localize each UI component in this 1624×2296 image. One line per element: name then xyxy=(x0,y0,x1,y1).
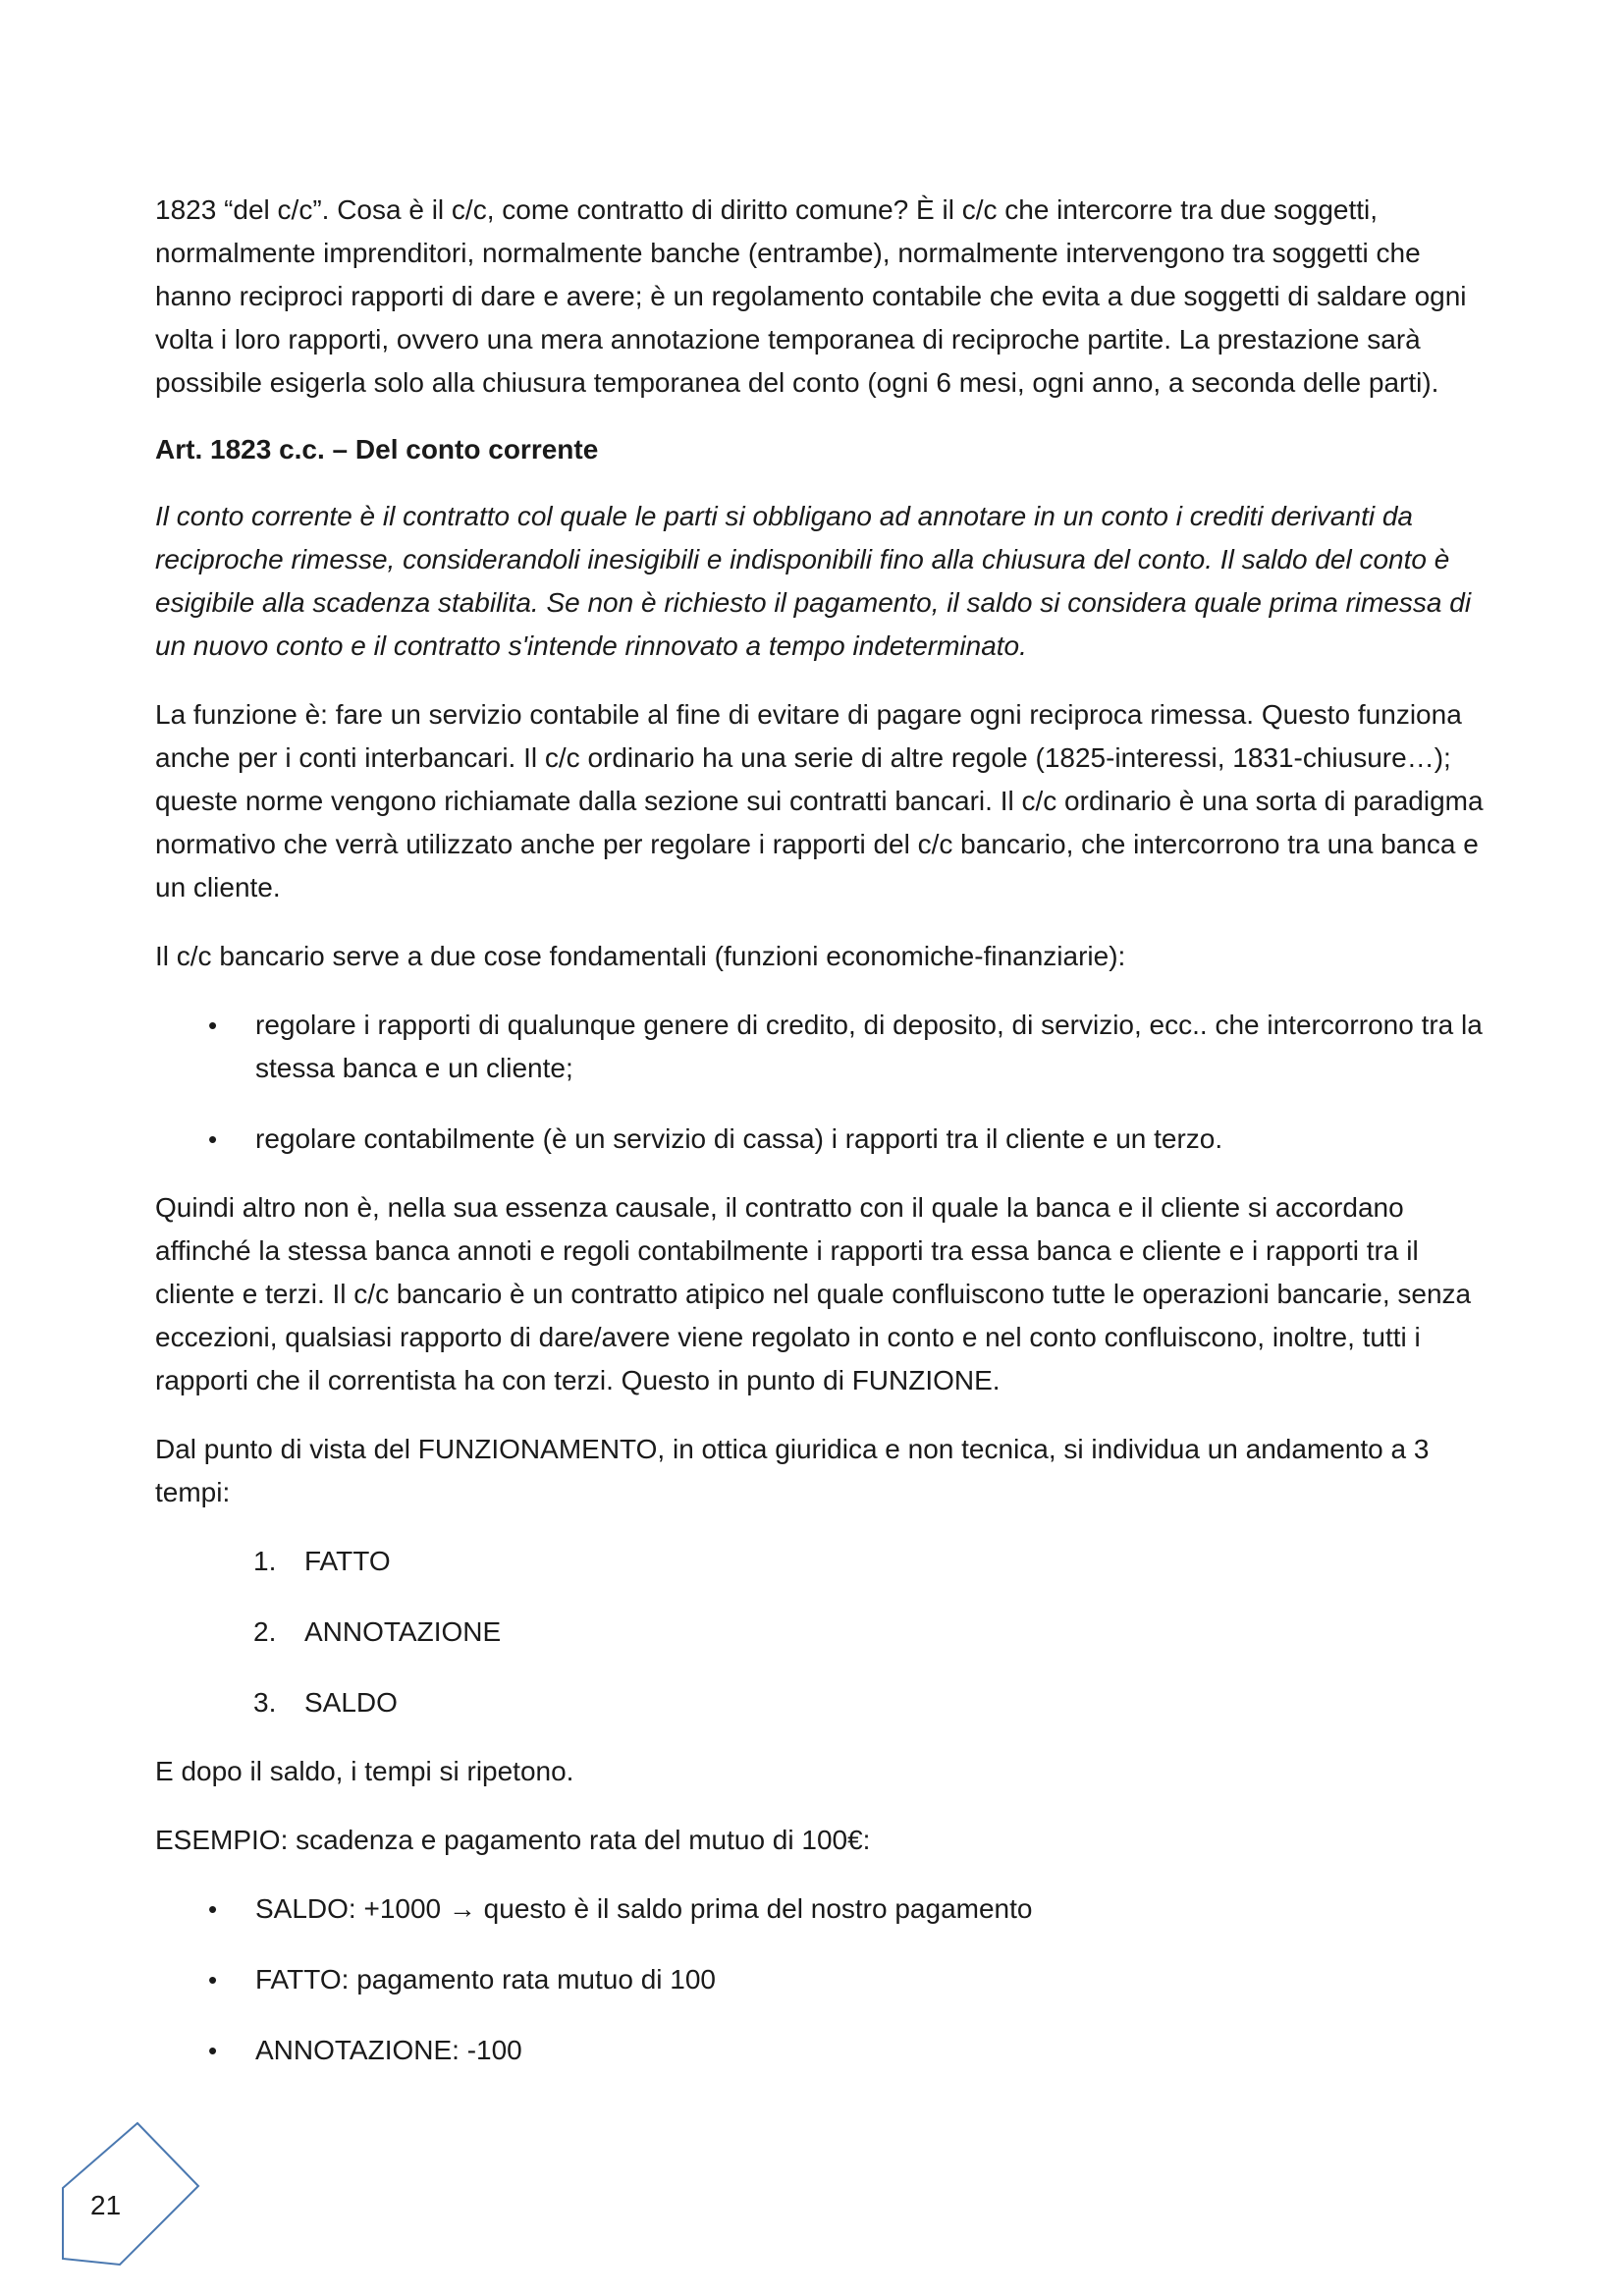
list-item-text: SALDO xyxy=(304,1687,398,1718)
bancario-list xyxy=(155,1004,1490,1161)
document-body xyxy=(155,189,1490,2072)
list-item xyxy=(155,1887,1490,1931)
list-item-text: SALDO: +1000 → questo è il saldo prima del nostro pagamento xyxy=(255,1893,1033,1924)
pentagon-icon xyxy=(61,2121,202,2269)
esempio-paragraph: ESEMPIO: scadenza e pagamento rata del mutuo di 100€: xyxy=(155,1825,871,1855)
tempi-list xyxy=(155,1540,1490,1724)
page-number-badge xyxy=(61,2121,202,2269)
article-text: Il conto corrente è il contratto col quale le parti si obbligano ad annotare in un conto i crediti derivanti da reciproche rimesse, considerandoli inesigibili e indisponibili fino alla chiusura del conto. Il saldo del conto è esigibile alla scadenza stabilita. Se non è richiesto il pagamento, il saldo si considera quale prima rimessa di un nuovo conto e il contratto s'intende rinnovato a tempo indeterminato. xyxy=(155,501,1472,661)
list-item-text: FATTO: pagamento rata mutuo di 100 xyxy=(255,1964,716,1995)
list-item xyxy=(155,2029,1490,2072)
list-item-text: ANNOTAZIONE xyxy=(304,1616,502,1647)
bancario-intro: Il c/c bancario serve a due cose fondamentali (funzioni economiche-finanziarie): xyxy=(155,941,1126,971)
intro-paragraph: 1823 “del c/c”. Cosa è il c/c, come contratto di diritto comune? È il c/c che intercorre tra due soggetti, normalmente imprenditori, normalmente banche (entrambe), normalmente intervengono tra soggetti che hanno reciproci rapporti di dare e avere; è un regolamento contabile che evita a due soggetti di saldare ogni volta i loro rapporti, ovvero una mera annotazione temporanea di reciproche partite. La prestazione sarà possibile esigerla solo alla chiusura temporanea del conto (ogni 6 mesi, ogni anno, a seconda delle parti). xyxy=(155,194,1467,398)
list-item-text: regolare i rapporti di qualunque genere di credito, di deposito, di servizio, ecc.. che intercorrono tra la stessa banca e un cliente; xyxy=(255,1010,1483,1083)
quindi-paragraph: Quindi altro non è, nella sua essenza causale, il contratto con il quale la banca e il cliente si accordano affinché la stessa banca annoti e regoli contabilmente i rapporti tra essa banca e cliente e i rapporti tra il cliente e terzi. Il c/c bancario è un contratto atipico nel quale confluiscono tutte le operazioni bancarie, senza eccezioni, qualsiasi rapporto di dare/avere viene regolato in conto e nel conto confluiscono, inoltre, tutti i rapporti che il correntista ha con terzi. Questo in punto di FUNZIONE. xyxy=(155,1192,1472,1395)
funzione-paragraph: La funzione è: fare un servizio contabile al fine di evitare di pagare ogni reciproca rimessa. Questo funziona anche per i conti interbancari. Il c/c ordinario ha una serie di altre regole (1825-interessi, 1831-chiusure…); queste norme vengono richiamate dalla sezione sui contratti bancari. Il c/c ordinario è una sorta di paradigma normativo che verrà utilizzato anche per regolare i rapporti del c/c bancario, che intercorrono tra una banca e un cliente. xyxy=(155,699,1484,902)
list-item xyxy=(155,1681,1490,1724)
esempio-list xyxy=(155,1887,1490,2072)
funzionamento-paragraph: Dal punto di vista del FUNZIONAMENTO, in ottica giuridica e non tecnica, si individua un andamento a 3 tempi: xyxy=(155,1434,1430,1507)
article-heading: Art. 1823 c.c. – Del conto corrente xyxy=(155,434,599,465)
list-item-text: regolare contabilmente (è un servizio di cassa) i rapporti tra il cliente e un terzo. xyxy=(255,1123,1223,1154)
list-item-text: FATTO xyxy=(304,1546,391,1576)
bullet-icon: • xyxy=(208,2036,218,2065)
list-number: 1. xyxy=(253,1546,277,1576)
bullet-icon: • xyxy=(208,1124,218,1154)
list-number: 2. xyxy=(253,1616,277,1647)
list-number: 3. xyxy=(253,1687,277,1718)
list-item xyxy=(155,1540,1490,1583)
list-item xyxy=(155,1118,1490,1161)
bullet-icon: • xyxy=(208,1011,218,1040)
bullet-icon: • xyxy=(208,1965,218,1995)
list-item xyxy=(155,1004,1490,1090)
list-item xyxy=(155,1958,1490,2001)
list-item xyxy=(155,1611,1490,1654)
bullet-icon: • xyxy=(208,1894,218,1924)
page-number: 21 xyxy=(90,2190,122,2220)
list-item-text: ANNOTAZIONE: -100 xyxy=(255,2035,522,2065)
dopo-paragraph: E dopo il saldo, i tempi si ripetono. xyxy=(155,1756,574,1786)
